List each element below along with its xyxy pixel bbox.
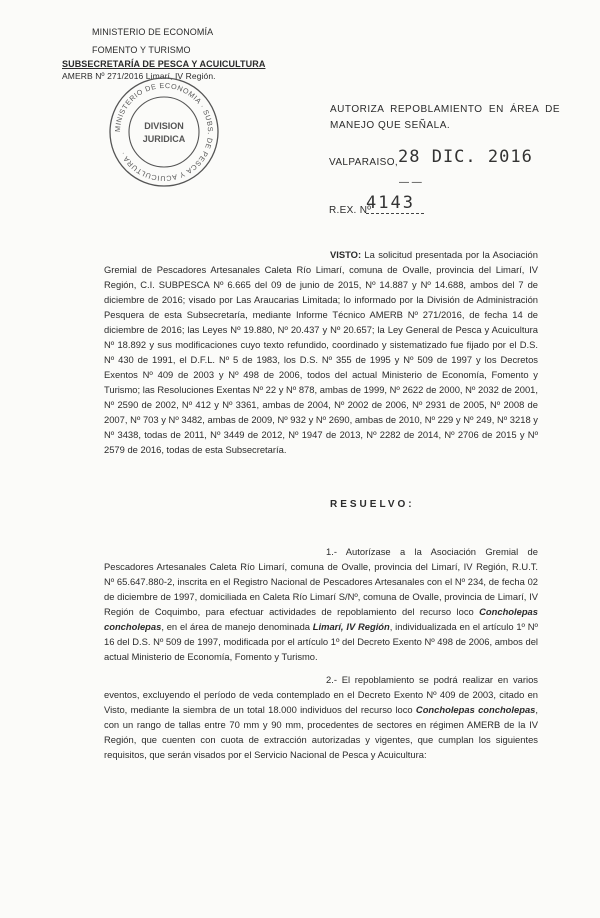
resolution-item-2 <box>104 672 538 762</box>
header-department: FOMENTO Y TURISMO <box>92 45 191 55</box>
division-juridica-stamp <box>106 74 222 190</box>
visto-paragraph <box>104 247 538 457</box>
rex-label: R.EX. Nº <box>329 205 372 216</box>
item1-area-name: Limarí, IV Región <box>312 621 390 632</box>
item1-text-a: 1.- Autorízase a la Asociación Gremial de Pescadores Artesanales Caleta Río Limarí, comuna de Ovalle, provincia del Limarí, IV Región, R.U.T. Nº 65.647.880-2, inscrita en el Registro Nacional de Pescadores Artesanales con el Nº 234, de fecha 02 de diciembre de 1997, domiciliada en Caleta Río Limarí S/Nº, comuna de Ovalle, provincia de Limarí, IV Región de Coquimbo, para efectuar actividades de repoblamiento del recurso loco <box>104 546 538 617</box>
svg-text:MINISTERIO DE ECONOMIA · SUBS. <box>113 81 215 183</box>
rex-number-underline <box>366 213 424 214</box>
item1-text-c: , en el área de manejo denominada <box>161 621 313 632</box>
rex-number: 4143 <box>366 193 415 213</box>
visto-text: La solicitud presentada por la Asociación Gremial de Pescadores Artesanales Caleta Río Limarí, comuna de Ovalle, provincia del Limarí, IV Región, C.I. SUBPESCA Nº 6.665 del 09 de junio de 2015, Nº 14.887 y Nº 14.688, ambos del 7 de diciembre de 2016; visado por Las Araucarias Limitada; lo informado por la División de Administración Pesquera de esta Subsecretaría, mediante Informe Técnico AMERB Nº 271/2016, de fecha 14 de diciembre de 2016; las Leyes Nº 19.880, Nº 20.437 y Nº 20.657; la Ley General de Pesca y Acuicultura Nº 18.892 y sus modificaciones cuyo texto refundido, coordinado y sistematizado fue fijado por el D.S. Nº 430 de 1991, el D.F.L. Nº 5 de 1983, los D.S. Nº 355 de 1995 y Nº 509 de 1997 y los Decretos Exentos Nº 409 de 2003 y Nº 498 de 2006, todos del actual Ministerio de Economía, Fomento y Turismo; las Resoluciones Exentas Nº 22 y Nº 878, ambas de 1999, Nº 2622 de 2000, Nº 2032 de 2001, Nº 2590 de 2002, Nº 412 y Nº 3361, ambas de 2004, Nº 2002 de 2006, Nº 2931 de 2005, Nº 2008 de 2007, Nº 703 y Nº 3482, ambas de 2009, Nº 932 y Nº 2690, ambas de 2010, Nº 229 y Nº 249, Nº 3218 y Nº 3438, todas de 2011, Nº 3449 de 2012, Nº 1947 de 2013, Nº 2282 de 2014, Nº 2706 de 2015 y Nº 2579 de 2016, todas de esta Subsecretaría. <box>104 249 538 455</box>
header-ministry: MINISTERIO DE ECONOMÍA <box>92 27 214 37</box>
item2-text-c: , con un rango de tallas entre 70 mm y 90 mm, procedentes de sectores en régimen AMERB de la IV Región, que cuenten con cuota de extracción autorizadas y vigentes, que cumplan los siguientes requisitos, que serán visados por el Servicio Nacional de Pesca y Acuicultura: <box>104 704 538 760</box>
stamp-center-line1: DIVISION <box>144 121 184 131</box>
stamp-center-line2: JURIDICA <box>142 134 186 144</box>
header-subsecretaria: SUBSECRETARÍA DE PESCA Y ACUICULTURA <box>62 59 266 69</box>
date-dashes: — — <box>399 177 422 188</box>
item1-text-e: , individualizada en el artículo 1º Nº 16 del D.S. Nº 509 de 1997, modificada por el artículo 1º del Decreto Exento Nº 498 de 2006, ambos del actual Ministerio de Economía, Fomento y Turismo. <box>104 621 538 662</box>
item2-species: Concholepas concholepas <box>415 704 536 715</box>
resolution-item-1 <box>104 544 538 664</box>
resuelvo-heading: RESUELVO: <box>330 499 415 510</box>
header-amerb-ref: AMERB Nº 271/2016 Limarí, IV Región. <box>62 71 216 81</box>
item2-text-a: 2.- El repoblamiento se podrá realizar en varios eventos, excluyendo el período de veda contemplado en el Decreto Exento Nº 409 de 2003, citado en Visto, mediante la siembra de un total 18.000 individuos del recurso loco <box>104 674 538 715</box>
visto-label: VISTO: <box>330 249 362 260</box>
document-title: AUTORIZA REPOBLAMIENTO EN ÁREA DE MANEJO QUE SEÑALA. <box>330 104 560 131</box>
place-label: VALPARAISO, <box>329 157 399 168</box>
date-stamp: 28 DIC. 2016 <box>398 147 533 167</box>
item1-species: Concholepas concholepas <box>104 606 538 632</box>
stamp-ring-text: MINISTERIO DE ECONOMIA · SUBS. DE PESCA Y ACUICULTURA · <box>112 80 216 184</box>
